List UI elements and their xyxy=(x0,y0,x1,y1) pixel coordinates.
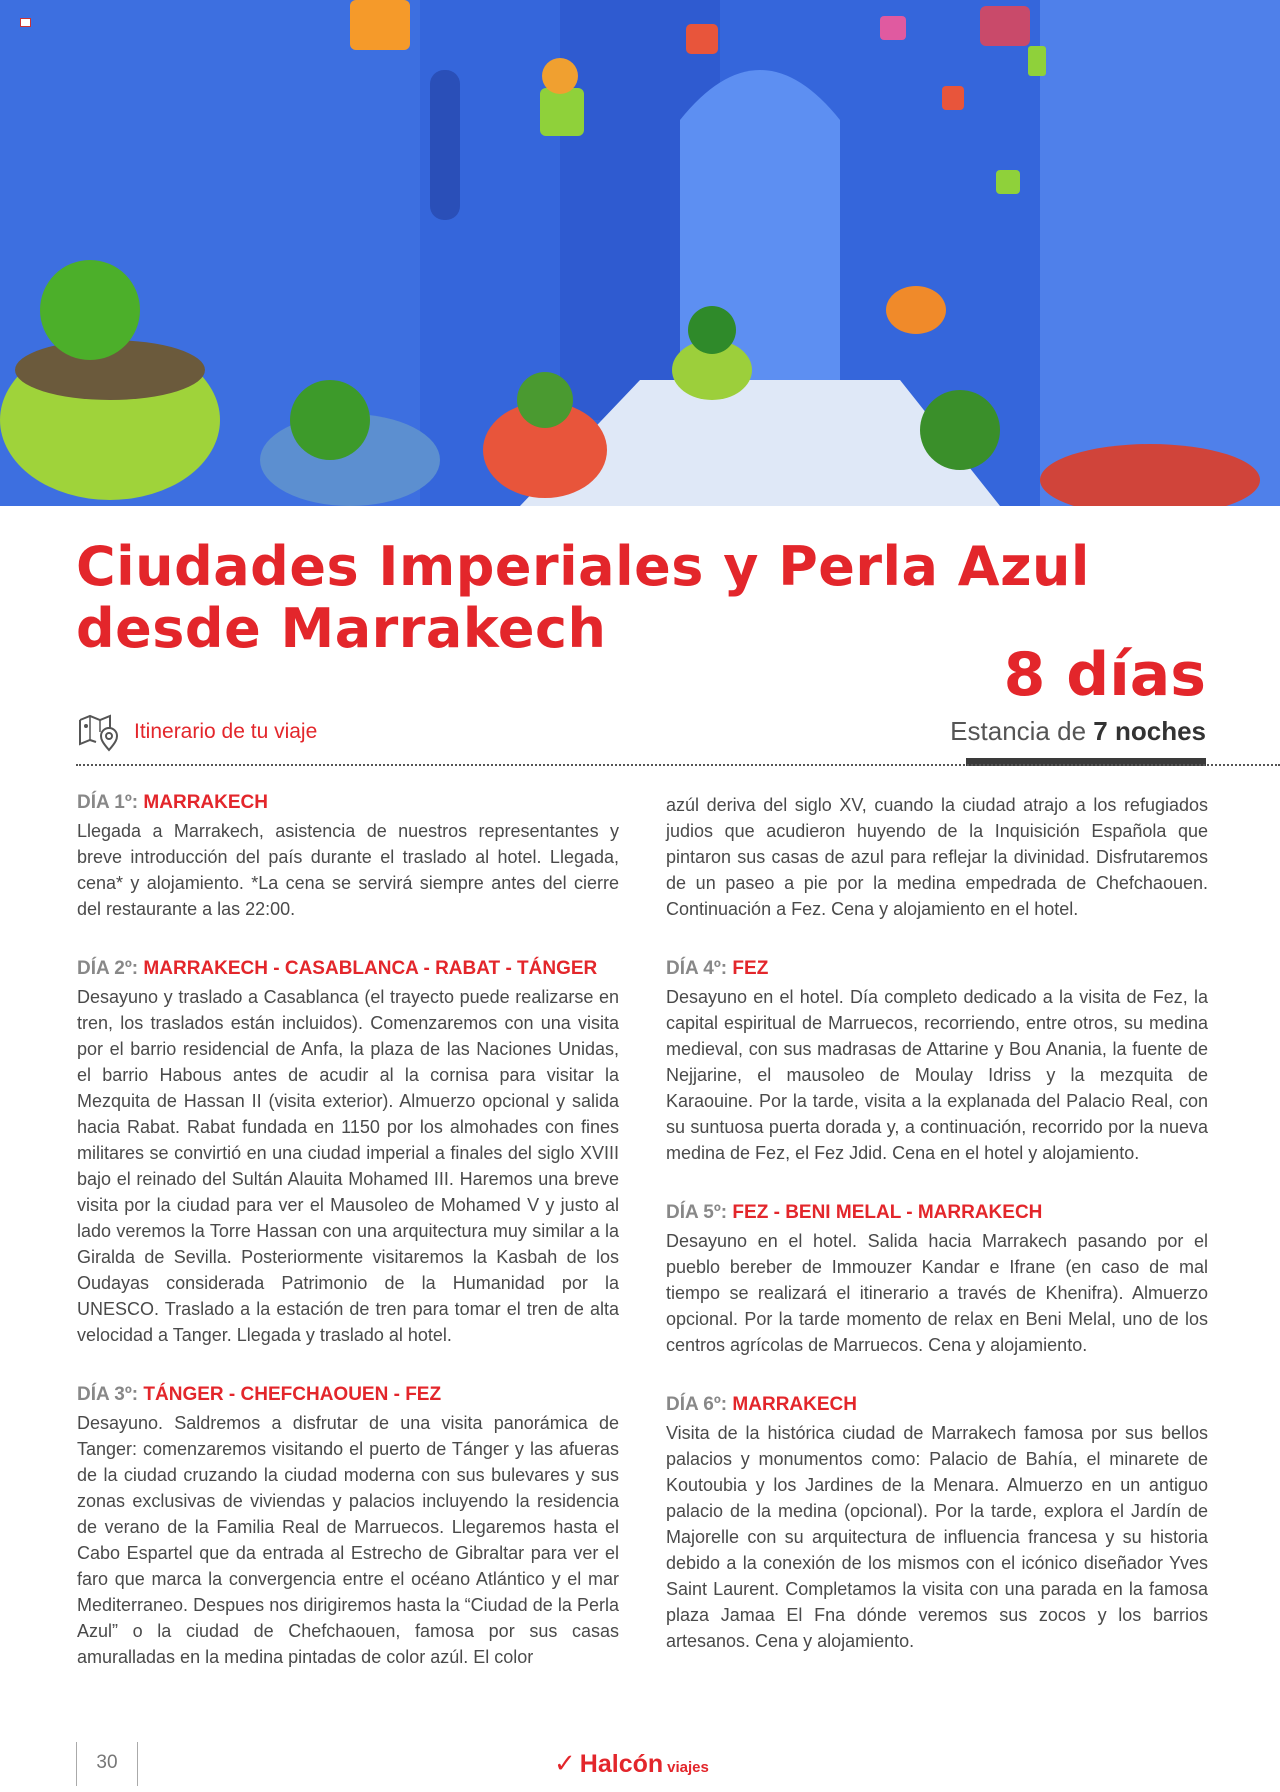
day-heading xyxy=(666,958,1208,980)
itinerary-column-right xyxy=(666,792,1208,1690)
day-prefix: DÍA 6º: xyxy=(666,1394,728,1415)
day-heading xyxy=(666,1394,1208,1416)
day-prefix: DÍA 4º: xyxy=(666,958,728,979)
logo-sub: viajes xyxy=(667,1759,709,1776)
brand-logo xyxy=(554,1748,709,1779)
day-4 xyxy=(666,958,1208,1166)
day-text: Desayuno y traslado a Casablanca (el trayecto puede realizarse en tren, los traslados están incluidos). Comenzaremos con una visita por el barrio residencial de Anfa, la plaza de las Naciones Unidas, el barrio Habous antes de acudir al la cornisa para visitar la Mezquita de Hassan II (visita exterior). Almuerzo opcional y salida hacia Rabat. Rabat fundada en 1150 por los almohades con fines militares se convirtió en una ciudad imperial a finales del siglo XVIII bajo el reinado del Sultán Alauita Mohamed III. Haremos una breve visita por la ciudad para ver el Mausoleo de Mohamed V y justo al lado veremos la Torre Hassan con una arquitectura muy similar a la Giralda de Sevilla. Posteriormente visitaremos la Kasbah de los Oudayas considerada Patrimonio de la Humanidad por la UNESCO. Traslado a la estación de tren para tomar el tren de alta velocidad a Tanger. Llegada y traslado al hotel. xyxy=(77,987,619,1345)
flag-icon xyxy=(20,18,31,27)
page-number: 30 xyxy=(96,1752,118,1773)
itinerary-label: Itinerario de tu viaje xyxy=(134,720,318,743)
day-3-continuation: azúl deriva del siglo XV, cuando la ciudad atrajo a los refugiados judios que acudieron huyendo de la Inquisición Española que pintaron sus casas de azul para reflejar la divinidad. Disfrutaremos de un paseo a pie por la medina empedrada de Chefchaouen. Continuación a Fez. Cena y alojamiento en el hotel. xyxy=(666,795,1208,919)
logo-mark-icon: ✓ xyxy=(554,1748,576,1778)
day-prefix: DÍA 2º: xyxy=(77,958,139,979)
day-prefix: DÍA 5º: xyxy=(666,1202,728,1223)
day-6 xyxy=(666,1394,1208,1654)
day-heading xyxy=(77,792,619,814)
itinerary-column-left xyxy=(77,792,619,1706)
day-city: MARRAKECH xyxy=(143,792,268,813)
trip-duration: 8 días xyxy=(1003,640,1206,710)
title-line-1: Ciudades Imperiales y Perla Azul xyxy=(76,535,1090,598)
day-city: FEZ xyxy=(732,958,769,979)
day-city: TÁNGER - CHEFCHAOUEN - FEZ xyxy=(143,1384,442,1405)
day-1 xyxy=(77,792,619,922)
day-text: Desayuno. Saldremos a disfrutar de una visita panorámica de Tanger: comenzaremos visitando el puerto de Tánger y las afueras de la ciudad cruzando la ciudad moderna con sus bulevares y sus zonas exclusivas de viviendas y palacios incluyendo la residencia de verano de la Familia Real de Marruecos. Llegaremos hasta el Cabo Espartel que da entrada al Estrecho de Gibraltar para ver el faro que marca la convergencia entre el océano Atlántico y el mar Mediterraneo. Despues nos dirigiremos hasta la “Ciudad de la Perla Azul” o la ciudad de Chefchaouen, famosa por sus casas amuralladas en la medina pintadas de color azúl. El color xyxy=(77,1413,619,1667)
map-pin-icon xyxy=(78,712,120,752)
day-city: FEZ - BENI MELAL - MARRAKECH xyxy=(732,1202,1043,1223)
hero-photo xyxy=(0,0,1280,506)
day-text: Desayuno en el hotel. Día completo dedicado a la visita de Fez, la capital espiritual de Marruecos, recorriendo, entre otros, su medina medieval, con sus madrasas de Attarine y Bou Anania, la fuente de Nejjarine, el mausoleo de Moulay Idriss y la mezquita de Karaouine. Por la tarde, visita a la explanada del Palacio Real, con su suntuosa puerta dorada y, a continuación, recorrido por la nueva medina de Fez, el Fez Jdid. Cena en el hotel y alojamiento. xyxy=(666,987,1208,1163)
stay-info xyxy=(950,716,1206,747)
day-text: Desayuno en el hotel. Salida hacia Marrakech pasando por el pueblo bereber de Immouzer Kandar e Ifrane (en caso de mal tiempo se realizará el itinerario a través de Khenifra). Almuerzo opcional. Por la tarde momento de relax en Beni Melal, uno de los centros agrícolas de Marruecos. Cena y alojamiento. xyxy=(666,1231,1208,1355)
day-3 xyxy=(77,1384,619,1670)
day-heading xyxy=(77,958,619,980)
day-prefix: DÍA 3º: xyxy=(77,1384,139,1405)
day-5 xyxy=(666,1202,1208,1358)
day-heading xyxy=(666,1202,1208,1224)
itinerary-header xyxy=(78,712,317,752)
day-prefix: DÍA 1º: xyxy=(77,792,139,813)
day-text: Visita de la histórica ciudad de Marrakech famosa por sus bellos palacios y monumentos como: Palacio de Bahía, el minarete de Koutoubia y los Jardines de la Menara. Almuerzo en un antiguo palacio de la medina (opcional). Por la tarde, explora el Jardín de Majorelle con su arquitectura de influencia francesa y su historia debido a la conexión de los mismos con el icónico diseñador Yves Saint Laurent. Completamos la visita con una parada en la famosa plaza Jamaa El Fna dónde veremos sus zocos y los barrios artesanos. Cena y alojamiento. xyxy=(666,1423,1208,1651)
day-text: Llegada a Marrakech, asistencia de nuestros representantes y breve introducción del país durante el traslado al hotel. Llegada, cena* y alojamiento. *La cena se servirá siempre antes del cierre del restaurante a las 22:00. xyxy=(77,821,619,919)
day-heading xyxy=(77,1384,619,1406)
logo-brand: Halcón xyxy=(579,1750,664,1778)
title-line-2: desde Marrakech xyxy=(76,597,607,660)
stay-prefix: Estancia de xyxy=(950,716,1087,746)
day-city: MARRAKECH - CASABLANCA - RABAT - TÁNGER xyxy=(143,958,598,979)
hero-illustration xyxy=(0,0,1280,506)
dotted-divider xyxy=(76,764,1280,766)
day-2 xyxy=(77,958,619,1348)
stay-nights: 7 noches xyxy=(1093,716,1206,746)
day-city: MARRAKECH xyxy=(732,1394,857,1415)
